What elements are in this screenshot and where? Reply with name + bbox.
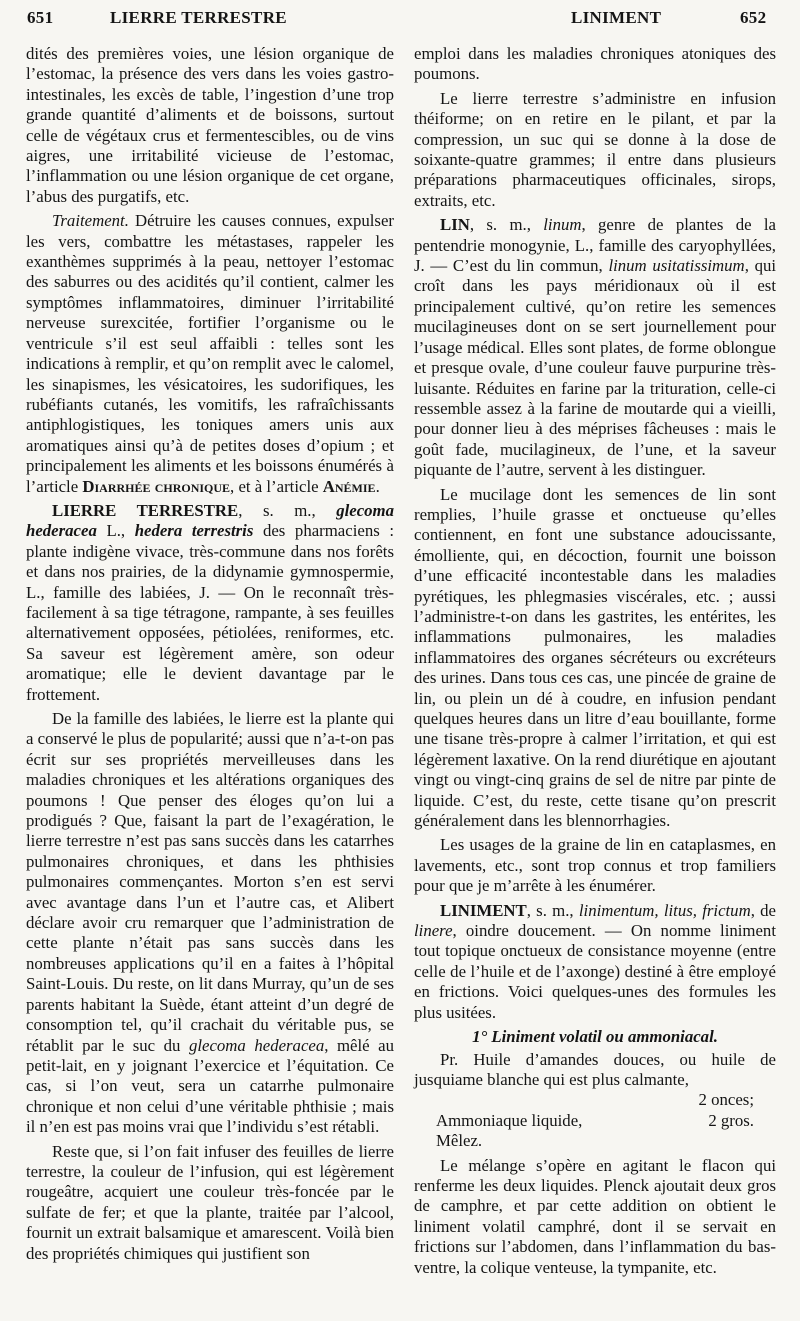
paragraph-reste: Reste que, si l’on fait infuser des feuilles de lierre terrestre, la couleur de l’infusion, qui est légèrement rougeâtre, acquiert une couleur très-foncée par le sulfate de fer; et que la plante, traitée par l’alcool, fournit un extrait balsamique et amarescent. Voilà bien des propriétés chimiques qui justifient son xyxy=(26,1141,394,1263)
formula-title: 1° Liniment volatil ou ammoniacal. xyxy=(472,1027,718,1047)
entry-lierre-terrestre: LIERRE TERRESTRE, s. m., glecoma hederacea L., hedera terrestris des pharmaciens : plante indigène vivace, très-commune dans nos forêts et dans nos prairies, de la didynamie gymnospermie, L., famille des labiées, J. — On le reconnaît très-facilement à sa tige tétragone, rampante, à ses feuilles alternativement opposées, pétiolées, reniformes, etc. Sa saveur est légèrement amère, son odeur aromatique; elle le devient davantage par le frottement. xyxy=(26,500,394,704)
formula-line-2: Ammoniaque liquide, 2 gros. xyxy=(436,1110,754,1130)
running-header xyxy=(0,8,800,34)
paragraph-emploi: emploi dans les maladies chroniques atoniques des poumons. xyxy=(414,44,776,84)
paragraph-melange: Le mélange s’opère en agitant le flacon qui renferme les deux liquides. Plenck ajoutait deux gros de camphre, et par cette addition on obtient le liniment volatil camphré, dont il se servait en frictions sur l’abdomen, dans l’inflammation du bas-ventre, la colique venteuse, la tympanite, etc. xyxy=(414,1155,776,1277)
left-running-title: LIERRE TERRESTRE xyxy=(110,8,287,27)
entry-liniment: LINIMENT, s. m., linimentum, litus, frictum, de linere, oindre doucement. — On nomme liniment tout topique onctueux de consistance moyenne (entre celle de l’huile et de l’axonge) destiné à être employé en frictions. Voici quelques-unes des formules les plus usitées. xyxy=(414,900,776,1022)
formula-quantity-1: 2 onces; xyxy=(698,1090,754,1110)
entry-headword: LIERRE TERRESTRE xyxy=(52,500,239,520)
paragraph-usages: Les usages de la graine de lin en cataplasmes, en lavements, etc., sont trop connus et trop familiers pour que je m’arrête à les énumérer. xyxy=(414,835,776,896)
traitement-label: Traitement. xyxy=(52,211,129,231)
paragraph-continuation: dités des premières voies, une lésion organique de l’estomac, la présence des vers dans les voies gastro-intestinales, les excès de table, l’ingestion d’une trop grande quantité d’aliments et de boissons, surtout celle de végétaux crus et fermentescibles, ou de vins aigres, une irritabilité vicieuse de l’estomac, l’inflammation ou une lésion organique de cet organe, l’abus des purgatifs, etc. xyxy=(26,44,394,206)
left-page-number: 651 xyxy=(27,8,54,27)
entry-lin: LIN, s. m., linum, genre de plantes de la pentendrie monogynie, L., famille des caryophyllées, J. — C’est du lin commun, linum usitatissimum, qui croît dans les pays méridionaux où il est principalement cultivé, qu’on retire les semences mucilagineuses dont on se sert journellement pour l’usage médical. Elles sont plates, de forme oblongue et presque ovale, d’une couleur fauve purpurine très-luisante. Réduites en farine par la trituration, celle-ci ressemble assez à la farine de moutarde qui a vieilli, pour donner lieu à des méprises fâcheuses : mais le goût fade, mucilagineux, de l’une, et la saveur piquante de l’autre, servent à les distinguer. xyxy=(414,215,777,480)
right-running-title: LINIMENT xyxy=(571,8,662,27)
right-page-number: 652 xyxy=(740,8,767,27)
formula-line-1: Pr. Huile d’amandes douces, ou huile de jusquiame blanche qui est plus calmante, xyxy=(414,1049,776,1089)
entry-headword: LIN xyxy=(440,215,470,235)
entry-headword: LINIMENT xyxy=(440,900,527,920)
right-column xyxy=(414,44,776,1278)
paragraph-traitement: Traitement. Détruire les causes connues, expulser les vers, combattre les métastases, rappeler les exanthèmes supprimés à la peau, nettoyer l’estomac des saburres ou des acidités qu’il contient, calmer les symptômes inflammatoires, diminuer l’irritabilité nerveuse surexcitée, fortifier l’organisme ou le ventricule s’il est seul affaibli : telles sont les indications à remplir, et qu’on remplit avec le calomel, les sinapismes, les vésicatoires, les sudorifiques, les rubéfiants cutanés, les vomitifs, les rafraîchissants antiphlogistiques, les toniques amers unis aux aromatiques ainsi qu’à de petites doses d’opium ; et principalement les aliments et les boissons énumérés à l’article Diarrhée chronique, et à l’article Anémie. xyxy=(26,211,394,496)
paragraph-mucilage: Le mucilage dont les semences de lin sont remplies, l’huile grasse et onctueuse qu’elles contiennent, en font une substance adoucissante, émolliente, qui, en décoction, fournit une boisson d’une efficacité incontestable dans les maladies pyrétiques, les phlegmasies viscérales, etc. ; aussi l’administre-t-on dans les gastrites, les entérites, les inflammations pulmonaires, les maladies inflammatoires des organes sécréteurs ou excréteurs des urines. Dans tous ces cas, une pincée de graine de lin, ou plein un dé à coudre, en infusion pendant quelques heures dans un litre d’eau bouillante, forme une tisane très-propre à calmer l’irritation, et qui est légèrement laxative. On la rend diurétique en ajoutant vingt ou vingt-cinq grains de sel de nitre par pinte de liquide. C’est, du reste, cette tisane qu’on prescrit généralement dans les blennorrhagies. xyxy=(414,484,776,831)
paragraph-administration: Le lierre terrestre s’administre en infusion théiforme; on en retire en le pilant, et par la compression, un suc qui se donne à la dose de soixante-quatre grammes; il entre dans plusieurs préparations pharmaceutiques officinales, sirops, extraits, etc. xyxy=(414,88,776,210)
left-column xyxy=(26,44,394,1264)
formula-melez: Mêlez. xyxy=(436,1131,483,1151)
paragraph-labiees: De la famille des labiées, le lierre est la plante qui a conservé le plus de popularité; aussi que n’a-t-on pas écrit sur ses propriétés merveilleuses dans les maladies chroniques et les altérations organiques des poumons ! Que penser des éloges qu’on lui a prodigués ? Que, faisant la part de l’exagération, le lierre terrestre n’est pas sans succès dans les catarrhes pulmonaires chroniques, et dans les phthisies pulmonaires commençantes. Morton s’en est servi avec avantage dans l’un et l’autre cas, et Alibert déclare avoir cru remarquer que l’administration de cette plante n’était pas sans succès dans les nombreuses applications qu’il en a faites à l’hôpital Saint-Louis. Du reste, on lit dans Murray, qu’un de ses parents habitant la Suède, étant atteint d’un degré de consomption tel, qu’il crachait du véritable pus, se rétablit par le suc du glecoma hederacea, mêlé au petit-lait, en y joignant l’exercice et l’équitation. Ce cas, si l’on veut, sera un catarrhe pulmonaire chronique et non celui d’une véritable phthisie ; mais il n’en est pas moins vrai que l’individu s’est rétabli. xyxy=(26,709,394,1137)
